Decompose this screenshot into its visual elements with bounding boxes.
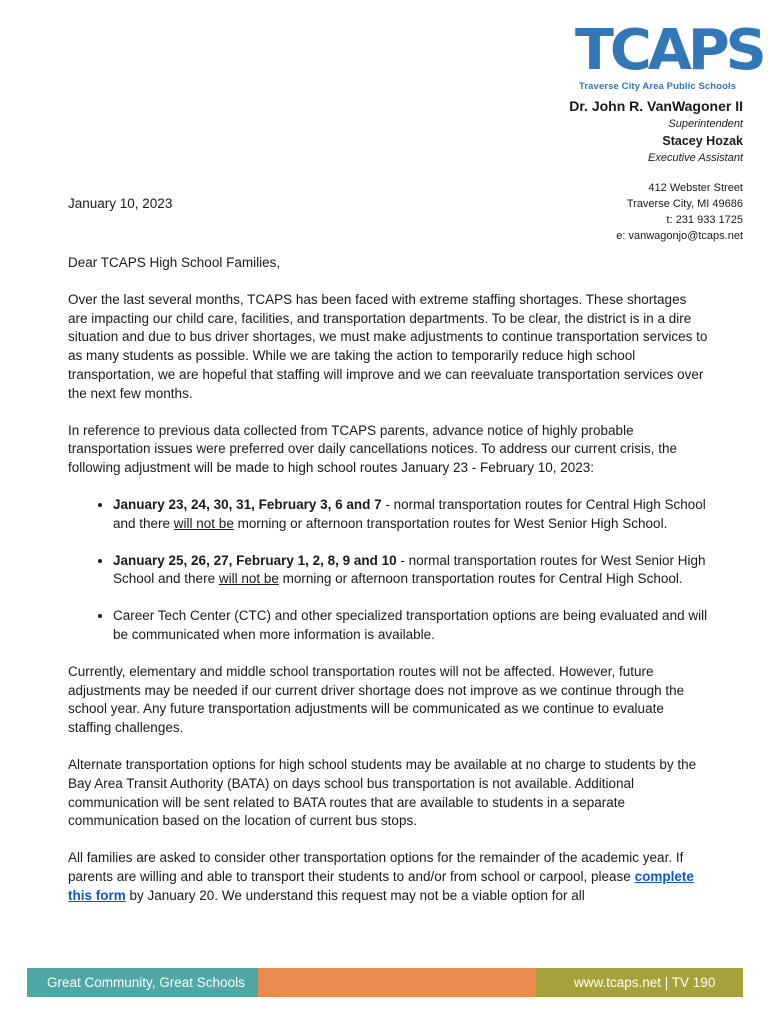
paragraph-5 [68, 849, 708, 905]
assistant-title: Executive Assistant [648, 152, 743, 164]
complete-form-link[interactable]: complete this form [68, 868, 694, 903]
letter-body [68, 254, 708, 924]
schedule-list [68, 496, 708, 645]
assistant-name: Stacey Hozak [662, 134, 743, 148]
paragraph-4: Alternate transportation options for high school students may be available at no charge to students by the Bay Area Transit Authority (BATA) on days school bus transportation is not available. Additional communication will be sent related to BATA routes that are available to students in a separate communication based on the location of current bus stops. [68, 756, 697, 829]
list-item [113, 496, 708, 534]
superintendent-title: Superintendent [668, 118, 743, 130]
bullet1-emphasis: will not be [173, 515, 234, 531]
address-block [616, 180, 743, 244]
phone: t: 231 933 1725 [666, 214, 743, 226]
superintendent-name: Dr. John R. VanWagoner II [569, 98, 743, 114]
address-city: Traverse City, MI 49686 [626, 198, 743, 210]
staff-block [569, 96, 743, 167]
tcaps-logo [575, 18, 763, 92]
bullet1-text-b: morning or afternoon transportation routes for West Senior High School. [233, 515, 668, 531]
email: e: vanwagonjo@tcaps.net [616, 230, 743, 242]
bullet1-text-a: - normal transportation routes for Central High School and there [113, 496, 706, 531]
footer-bar [27, 968, 743, 997]
bullet2-emphasis: will not be [218, 571, 279, 587]
greeting: Dear TCAPS High School Families, [68, 255, 281, 270]
para5-text-b: by January 20. We understand this request may not be a viable option for all [125, 887, 585, 903]
logo-wordmark: TCAPS [575, 18, 763, 83]
paragraph-3: Currently, elementary and middle school transportation routes will not be affected. However, future adjustments may be needed if our current driver shortage does not improve as we continue through the school year. Any future transportation adjustments will be communicated as we continue to evaluate staffing challenges. [68, 663, 685, 736]
letter-date: January 10, 2023 [68, 196, 173, 211]
footer-tagline: Great Community, Great Schools [27, 968, 258, 997]
bullet1-dates: January 23, 24, 30, 31, February 3, 6 and 7 [113, 496, 382, 512]
para5-text-a: All families are asked to consider other transportation options for the remainder of the academic year. If parents are willing and able to transport their students to and/or from school or carpool, please [68, 850, 684, 884]
footer-website: www.tcaps.net | TV 190 [536, 968, 743, 997]
paragraph-1: Over the last several months, TCAPS has been faced with extreme staffing shortages. These shortages are impacting our child care, facilities, and transportation departments. To be clear, the district is in a dire situation and due to bus driver shortages, we must make adjustments to continue transportation services to as many students as possible. While we are taking the action to temporarily reduce high school transportation, we are hopeful that staffing will improve and we can reevaluate transportation services over the next few months. [68, 291, 708, 401]
footer-divider-block [258, 968, 536, 997]
address-street: 412 Webster Street [648, 182, 743, 194]
paragraph-2: In reference to previous data collected from TCAPS parents, advance notice of highly probable transportation issues were preferred over daily cancellations notices. To address our current crisis, the following adjustment will be made to high school routes January 23 - February 10, 2023: [68, 422, 678, 476]
bullet2-text-b: morning or afternoon transportation routes for Central High School. [278, 571, 683, 587]
list-item [113, 552, 708, 590]
bullet2-text-a: - normal transportation routes for West Senior High School and there [113, 552, 706, 587]
bullet2-dates: January 25, 26, 27, February 1, 2, 8, 9 and 10 [113, 552, 397, 568]
logo-subtitle: Traverse City Area Public Schools [579, 81, 737, 92]
list-item: • Career Tech Center (CTC) and other specialized transportation options are being evaluated and will be communicated when more information is available. [113, 607, 708, 645]
